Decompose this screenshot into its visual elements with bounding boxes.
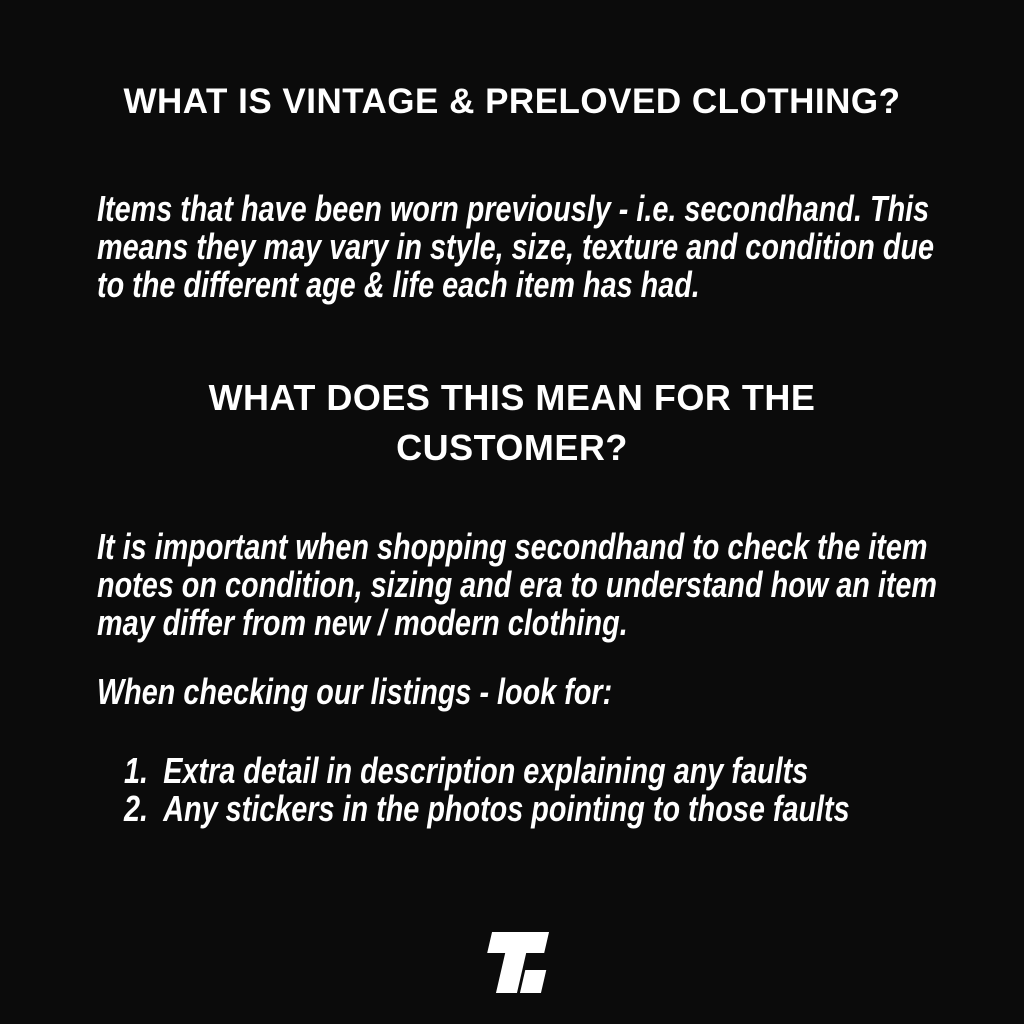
fault-checklist bbox=[124, 752, 850, 828]
list-item bbox=[124, 752, 850, 790]
logo-text bbox=[486, 932, 487, 933]
section-title-line: WHAT DOES THIS MEAN FOR THE bbox=[208, 377, 816, 418]
intro-line: to the different age & life each item has had. bbox=[97, 264, 700, 305]
page-title: WHAT IS VINTAGE & PRELOVED CLOTHING? bbox=[123, 82, 901, 121]
logo-t-dot bbox=[520, 970, 546, 993]
list-item-number: 2. bbox=[124, 788, 149, 829]
list-item-text: Extra detail in description explaining any faults bbox=[163, 750, 809, 791]
customer-line: may differ from new / modern clothing. bbox=[97, 602, 628, 643]
intro-paragraph bbox=[97, 190, 934, 304]
intro-line: Items that have been worn previously - i.e. secondhand. This bbox=[97, 188, 930, 229]
brand-logo-t-icon bbox=[472, 932, 554, 993]
logo-t-bar bbox=[487, 932, 549, 953]
intro-line: means they may vary in style, size, texture and condition due bbox=[97, 226, 935, 267]
section-title-customer bbox=[0, 373, 1024, 473]
customer-line: It is important when shopping secondhand to check the item bbox=[97, 526, 928, 567]
list-item-text: Any stickers in the photos pointing to those faults bbox=[163, 788, 850, 829]
list-item bbox=[124, 790, 850, 828]
customer-paragraph bbox=[97, 528, 937, 642]
customer-line: notes on condition, sizing and era to understand how an item bbox=[97, 564, 938, 605]
section-title-line: CUSTOMER? bbox=[396, 427, 628, 468]
listings-intro: When checking our listings - look for: bbox=[97, 671, 613, 712]
list-item-number: 1. bbox=[124, 750, 149, 791]
